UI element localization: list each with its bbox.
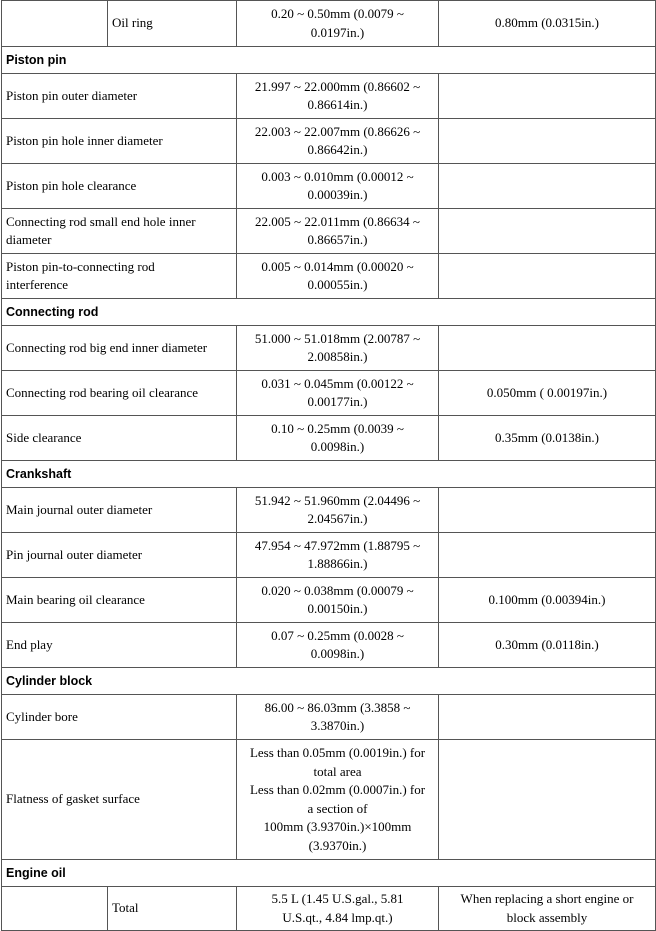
spec-row-cylinder-bore — [2, 695, 656, 740]
spec-limit — [439, 164, 656, 209]
spec-row-connecting-rod-bearing-oil-clearance — [2, 371, 656, 416]
spec-value: 0.020 ~ 0.038mm (0.00079 ~ 0.00150in.) — [237, 578, 439, 623]
indent-cell — [2, 1, 108, 47]
spec-value: Less than 0.05mm (0.0019in.) for total area Less than 0.02mm (0.0007in.) for a section of 100mm (3.9370in.)×100mm (3.9370in.) — [237, 740, 439, 860]
spec-limit: 0.80mm (0.0315in.) — [439, 1, 656, 47]
spec-row-side-clearance — [2, 416, 656, 461]
spec-limit — [439, 533, 656, 578]
spec-row-piston-pin-interference — [2, 254, 656, 299]
spec-value: 86.00 ~ 86.03mm (3.3858 ~ 3.3870in.) — [237, 695, 439, 740]
spec-limit: 0.050mm ( 0.00197in.) — [439, 371, 656, 416]
spec-label: Main journal outer diameter — [2, 488, 237, 533]
spec-limit: 0.100mm (0.00394in.) — [439, 578, 656, 623]
section-header-crankshaft — [2, 461, 656, 488]
spec-label: Piston pin-to-connecting rod interference — [2, 254, 237, 299]
spec-label: Cylinder bore — [2, 695, 237, 740]
spec-label: End play — [2, 623, 237, 668]
spec-row-engine-oil-total — [2, 887, 656, 931]
spec-label: Flatness of gasket surface — [2, 740, 237, 860]
spec-value: 22.003 ~ 22.007mm (0.86626 ~ 0.86642in.) — [237, 119, 439, 164]
spec-label: Piston pin outer diameter — [2, 74, 237, 119]
spec-row-main-journal-outer-diameter — [2, 488, 656, 533]
spec-row-piston-pin-hole-clearance — [2, 164, 656, 209]
specification-table — [1, 0, 656, 931]
spec-limit: When replacing a short engine or block assembly — [439, 887, 656, 931]
spec-row-pin-journal-outer-diameter — [2, 533, 656, 578]
section-header-cylinder-block — [2, 668, 656, 695]
spec-limit: 0.30mm (0.0118in.) — [439, 623, 656, 668]
section-header-connecting-rod — [2, 299, 656, 326]
spec-label: Pin journal outer diameter — [2, 533, 237, 578]
spec-value: 47.954 ~ 47.972mm (1.88795 ~ 1.88866in.) — [237, 533, 439, 578]
spec-label: Piston pin hole inner diameter — [2, 119, 237, 164]
section-title: Cylinder block — [2, 668, 656, 695]
spec-limit — [439, 74, 656, 119]
spec-limit — [439, 488, 656, 533]
spec-value: 51.942 ~ 51.960mm (2.04496 ~ 2.04567in.) — [237, 488, 439, 533]
spec-label: Piston pin hole clearance — [2, 164, 237, 209]
spec-limit: 0.35mm (0.0138in.) — [439, 416, 656, 461]
spec-value: 0.07 ~ 0.25mm (0.0028 ~ 0.0098in.) — [237, 623, 439, 668]
spec-row-connecting-rod-big-end — [2, 326, 656, 371]
spec-label: Connecting rod bearing oil clearance — [2, 371, 237, 416]
spec-label: Main bearing oil clearance — [2, 578, 237, 623]
indent-cell — [2, 887, 108, 931]
spec-row-connecting-rod-small-end — [2, 209, 656, 254]
spec-value: 0.003 ~ 0.010mm (0.00012 ~ 0.00039in.) — [237, 164, 439, 209]
spec-limit — [439, 740, 656, 860]
spec-row-piston-pin-outer-diameter — [2, 74, 656, 119]
spec-value: 0.005 ~ 0.014mm (0.00020 ~ 0.00055in.) — [237, 254, 439, 299]
spec-label: Total — [108, 887, 237, 931]
spec-limit — [439, 326, 656, 371]
section-header-engine-oil — [2, 860, 656, 887]
section-title: Crankshaft — [2, 461, 656, 488]
spec-limit — [439, 254, 656, 299]
section-title: Connecting rod — [2, 299, 656, 326]
spec-row-piston-pin-hole-inner-diameter — [2, 119, 656, 164]
section-title: Engine oil — [2, 860, 656, 887]
spec-row-flatness-of-gasket-surface — [2, 740, 656, 860]
spec-label: Connecting rod small end hole inner diameter — [2, 209, 237, 254]
section-header-piston-pin — [2, 47, 656, 74]
spec-value: 0.031 ~ 0.045mm (0.00122 ~ 0.00177in.) — [237, 371, 439, 416]
spec-value: 51.000 ~ 51.018mm (2.00787 ~ 2.00858in.) — [237, 326, 439, 371]
spec-value: 0.20 ~ 0.50mm (0.0079 ~ 0.0197in.) — [237, 1, 439, 47]
section-title: Piston pin — [2, 47, 656, 74]
spec-row-main-bearing-oil-clearance — [2, 578, 656, 623]
spec-limit — [439, 119, 656, 164]
spec-value: 5.5 L (1.45 U.S.gal., 5.81 U.S.qt., 4.84 lmp.qt.) — [237, 887, 439, 931]
spec-limit — [439, 695, 656, 740]
spec-value: 21.997 ~ 22.000mm (0.86602 ~ 0.86614in.) — [237, 74, 439, 119]
spec-label: Oil ring — [108, 1, 237, 47]
spec-value: 22.005 ~ 22.011mm (0.86634 ~ 0.86657in.) — [237, 209, 439, 254]
spec-limit — [439, 209, 656, 254]
spec-row-oil-ring — [2, 1, 656, 47]
spec-label: Connecting rod big end inner diameter — [2, 326, 237, 371]
spec-label: Side clearance — [2, 416, 237, 461]
spec-value: 0.10 ~ 0.25mm (0.0039 ~ 0.0098in.) — [237, 416, 439, 461]
spec-row-end-play — [2, 623, 656, 668]
